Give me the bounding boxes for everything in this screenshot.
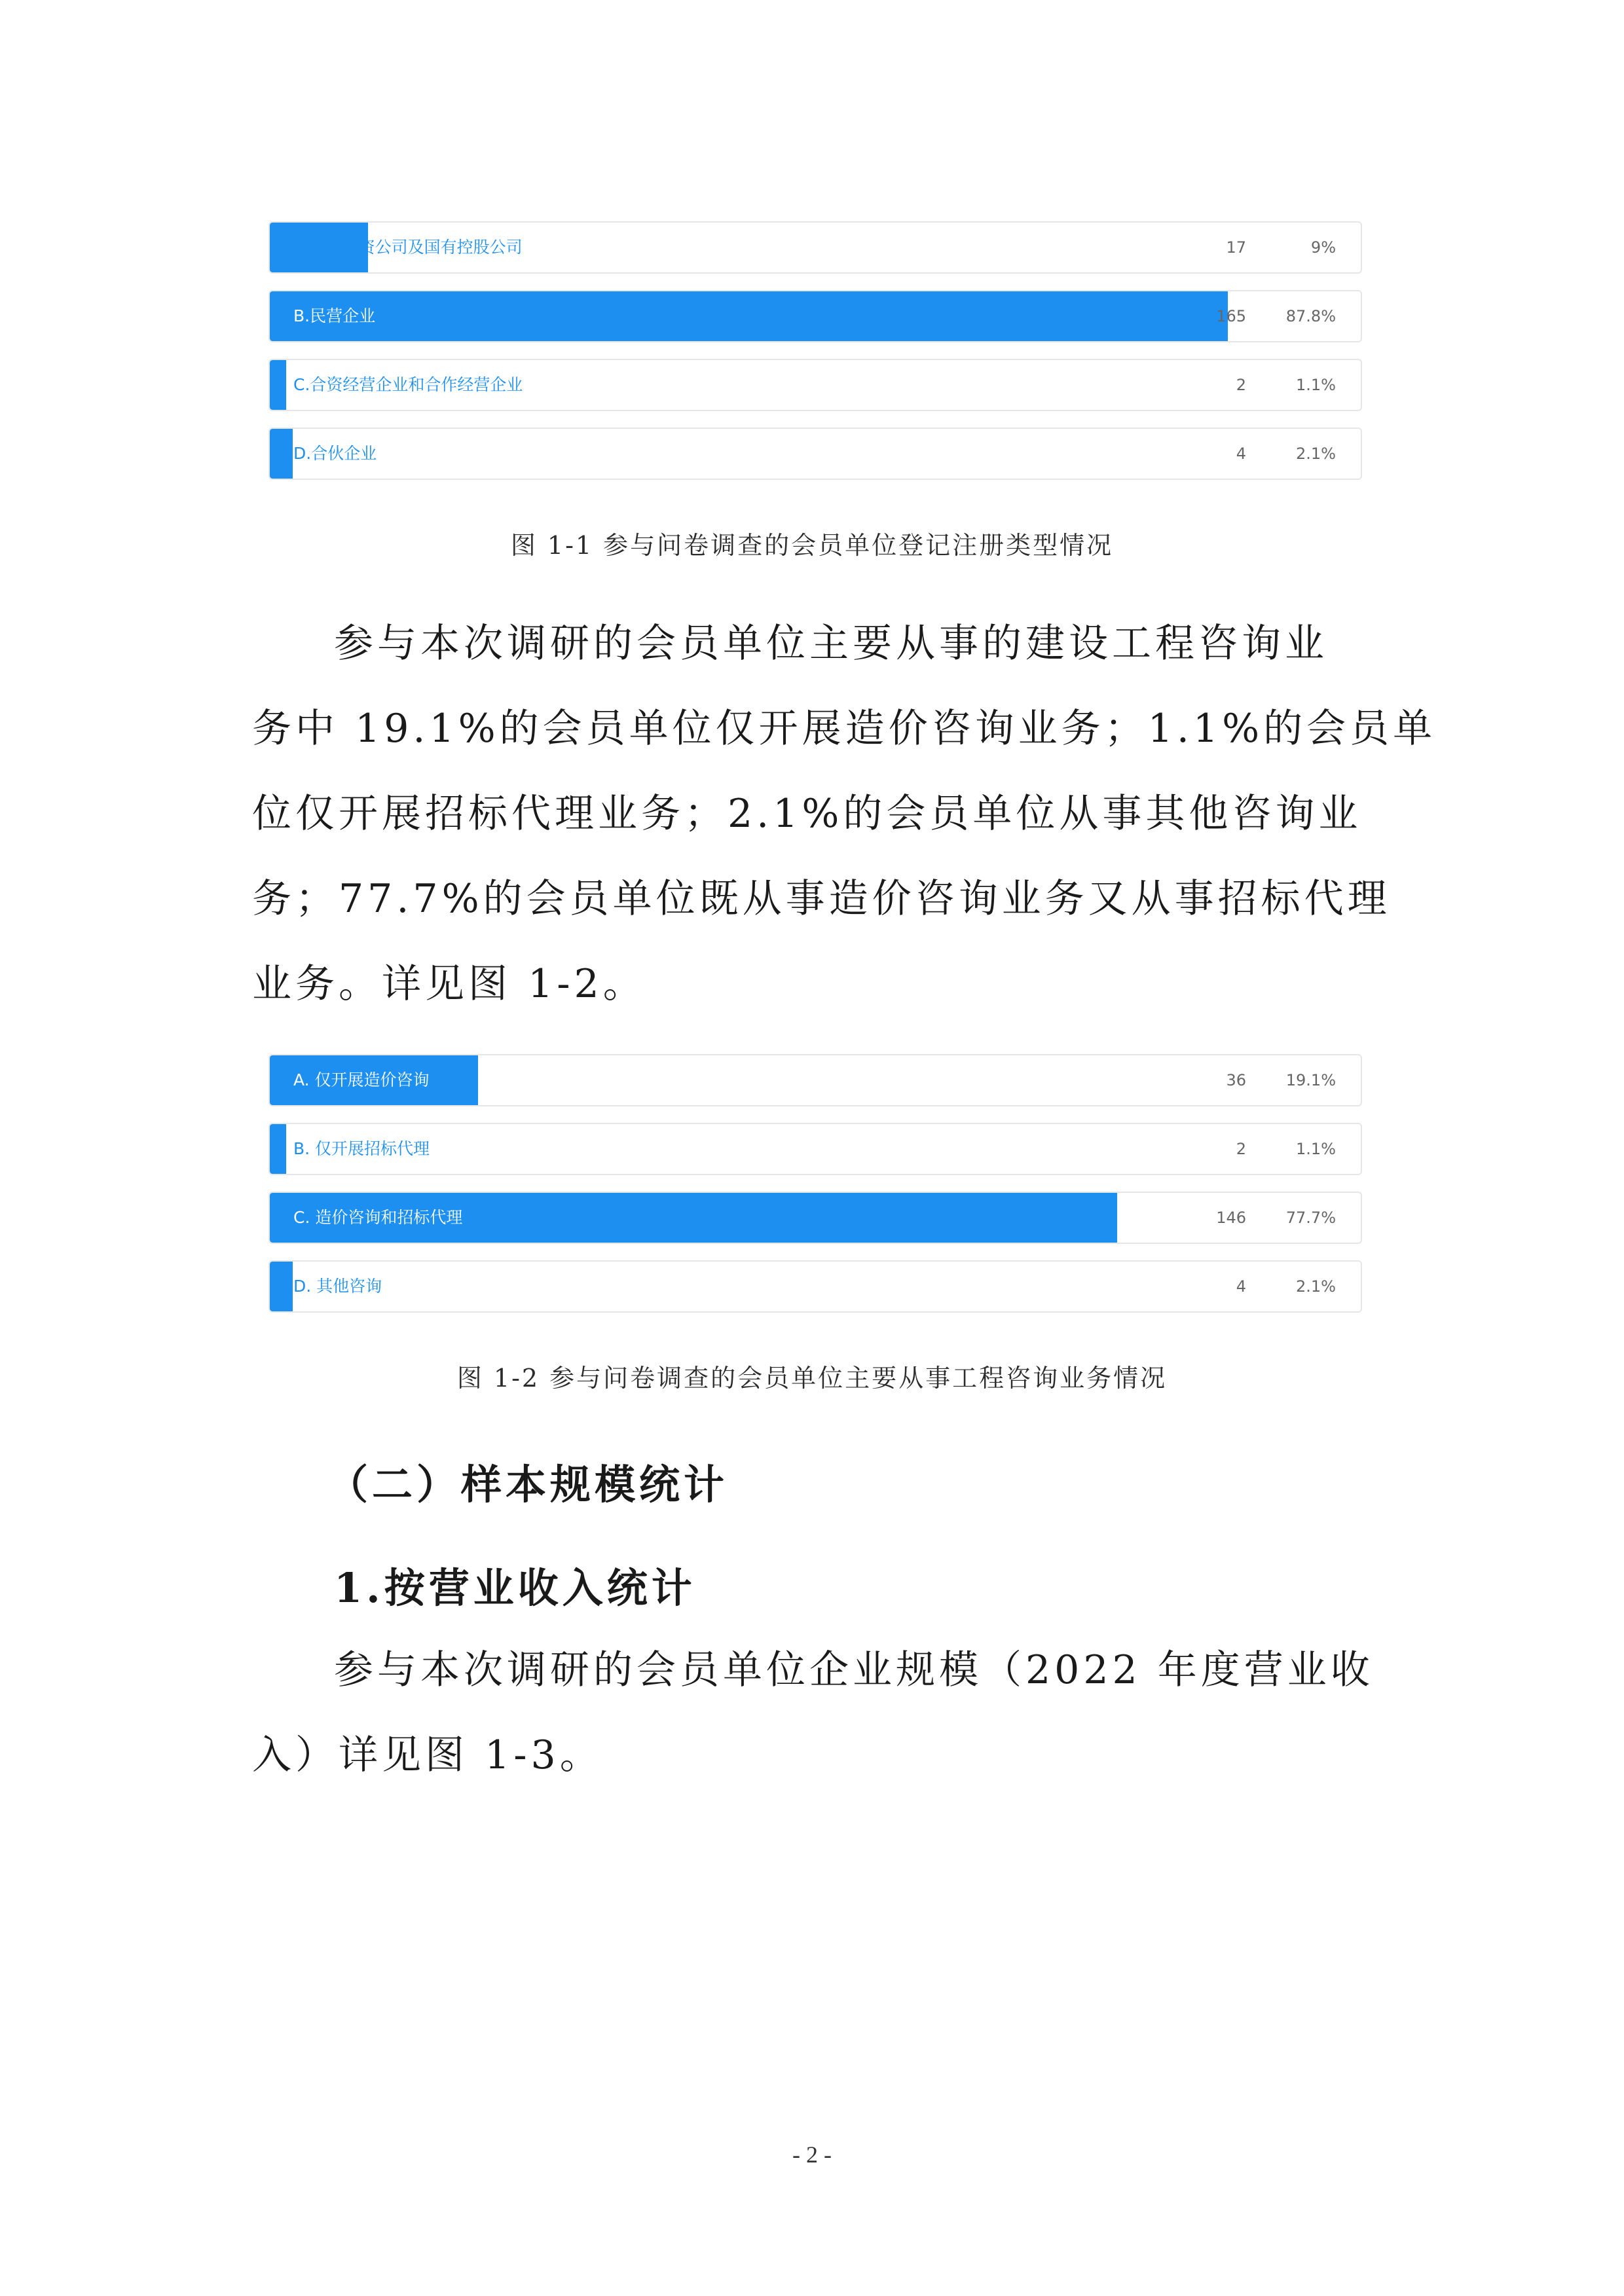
option-count: 17 xyxy=(1226,238,1246,257)
paragraph-line: 入）详见图 1-3。 xyxy=(252,1732,603,1778)
survey-option-row xyxy=(268,1123,1362,1175)
option-count: 2 xyxy=(1236,376,1246,394)
paragraph-line: 参与本次调研的会员单位企业规模（2022 年度营业收 xyxy=(334,1647,1374,1693)
section-heading: （二）样本规模统计 xyxy=(327,1461,729,1508)
option-label: C.合资经营企业和合作经营企业 xyxy=(293,375,523,394)
percentage-bar xyxy=(270,429,293,479)
percentage-bar xyxy=(270,1262,293,1311)
survey-chart-registration-type xyxy=(268,221,1362,496)
survey-option-row xyxy=(268,1054,1362,1106)
survey-option-row xyxy=(268,359,1362,411)
paragraph-line: 业务。详见图 1-2。 xyxy=(252,961,646,1007)
option-label: C. 造价咨询和招标代理 xyxy=(293,1208,463,1227)
option-count: 146 xyxy=(1216,1209,1246,1227)
option-count: 2 xyxy=(1236,1140,1246,1158)
survey-option-row xyxy=(268,428,1362,480)
option-percent: 77.7% xyxy=(1285,1209,1336,1227)
option-label: A. 仅开展造价咨询 xyxy=(293,1070,430,1089)
option-percent: 1.1% xyxy=(1296,376,1336,394)
paragraph-line: 参与本次调研的会员单位主要从事的建设工程咨询业 xyxy=(334,621,1328,666)
page-number: - 2 - xyxy=(792,2141,832,2168)
option-count: 36 xyxy=(1226,1071,1246,1089)
option-count: 4 xyxy=(1236,445,1246,463)
option-percent: 2.1% xyxy=(1296,445,1336,463)
percentage-bar xyxy=(270,1124,286,1174)
option-percent: 1.1% xyxy=(1296,1140,1336,1158)
option-label: A.国有独资公司及国有控股公司 xyxy=(293,238,523,257)
option-percent: 9% xyxy=(1310,238,1336,257)
option-label: B. 仅开展招标代理 xyxy=(293,1139,430,1158)
sub-heading: 1.按营业收入统计 xyxy=(334,1564,696,1612)
paragraph-line: 位仅开展招标代理业务；2.1%的会员单位从事其他咨询业 xyxy=(252,791,1362,837)
paragraph-line: 务中 19.1%的会员单位仅开展造价咨询业务；1.1%的会员单 xyxy=(252,706,1437,752)
survey-option-row xyxy=(268,221,1362,274)
paragraph-line: 务；77.7%的会员单位既从事造价咨询业务又从事招标代理 xyxy=(252,876,1391,922)
body-paragraph-2 xyxy=(252,1628,1398,1798)
survey-option-row xyxy=(268,1260,1362,1313)
option-count: 165 xyxy=(1216,307,1246,325)
option-count: 4 xyxy=(1236,1277,1246,1296)
survey-option-row xyxy=(268,290,1362,342)
option-percent: 19.1% xyxy=(1285,1071,1336,1089)
survey-chart-business-type xyxy=(268,1054,1362,1329)
option-label: B.民营企业 xyxy=(293,306,376,325)
figure-caption-1-2: 图 1-2 参与问卷调查的会员单位主要从事工程咨询业务情况 xyxy=(456,1364,1168,1393)
option-percent: 87.8% xyxy=(1285,307,1336,325)
percentage-bar xyxy=(270,291,1228,341)
body-paragraph-1 xyxy=(252,601,1437,1027)
figure-caption-1-1: 图 1-1 参与问卷调查的会员单位登记注册类型情况 xyxy=(510,531,1114,560)
percentage-bar xyxy=(270,360,286,410)
option-percent: 2.1% xyxy=(1296,1277,1336,1296)
option-label: D. 其他咨询 xyxy=(293,1277,382,1296)
survey-option-row xyxy=(268,1192,1362,1244)
option-label: D.合伙企业 xyxy=(293,444,377,463)
